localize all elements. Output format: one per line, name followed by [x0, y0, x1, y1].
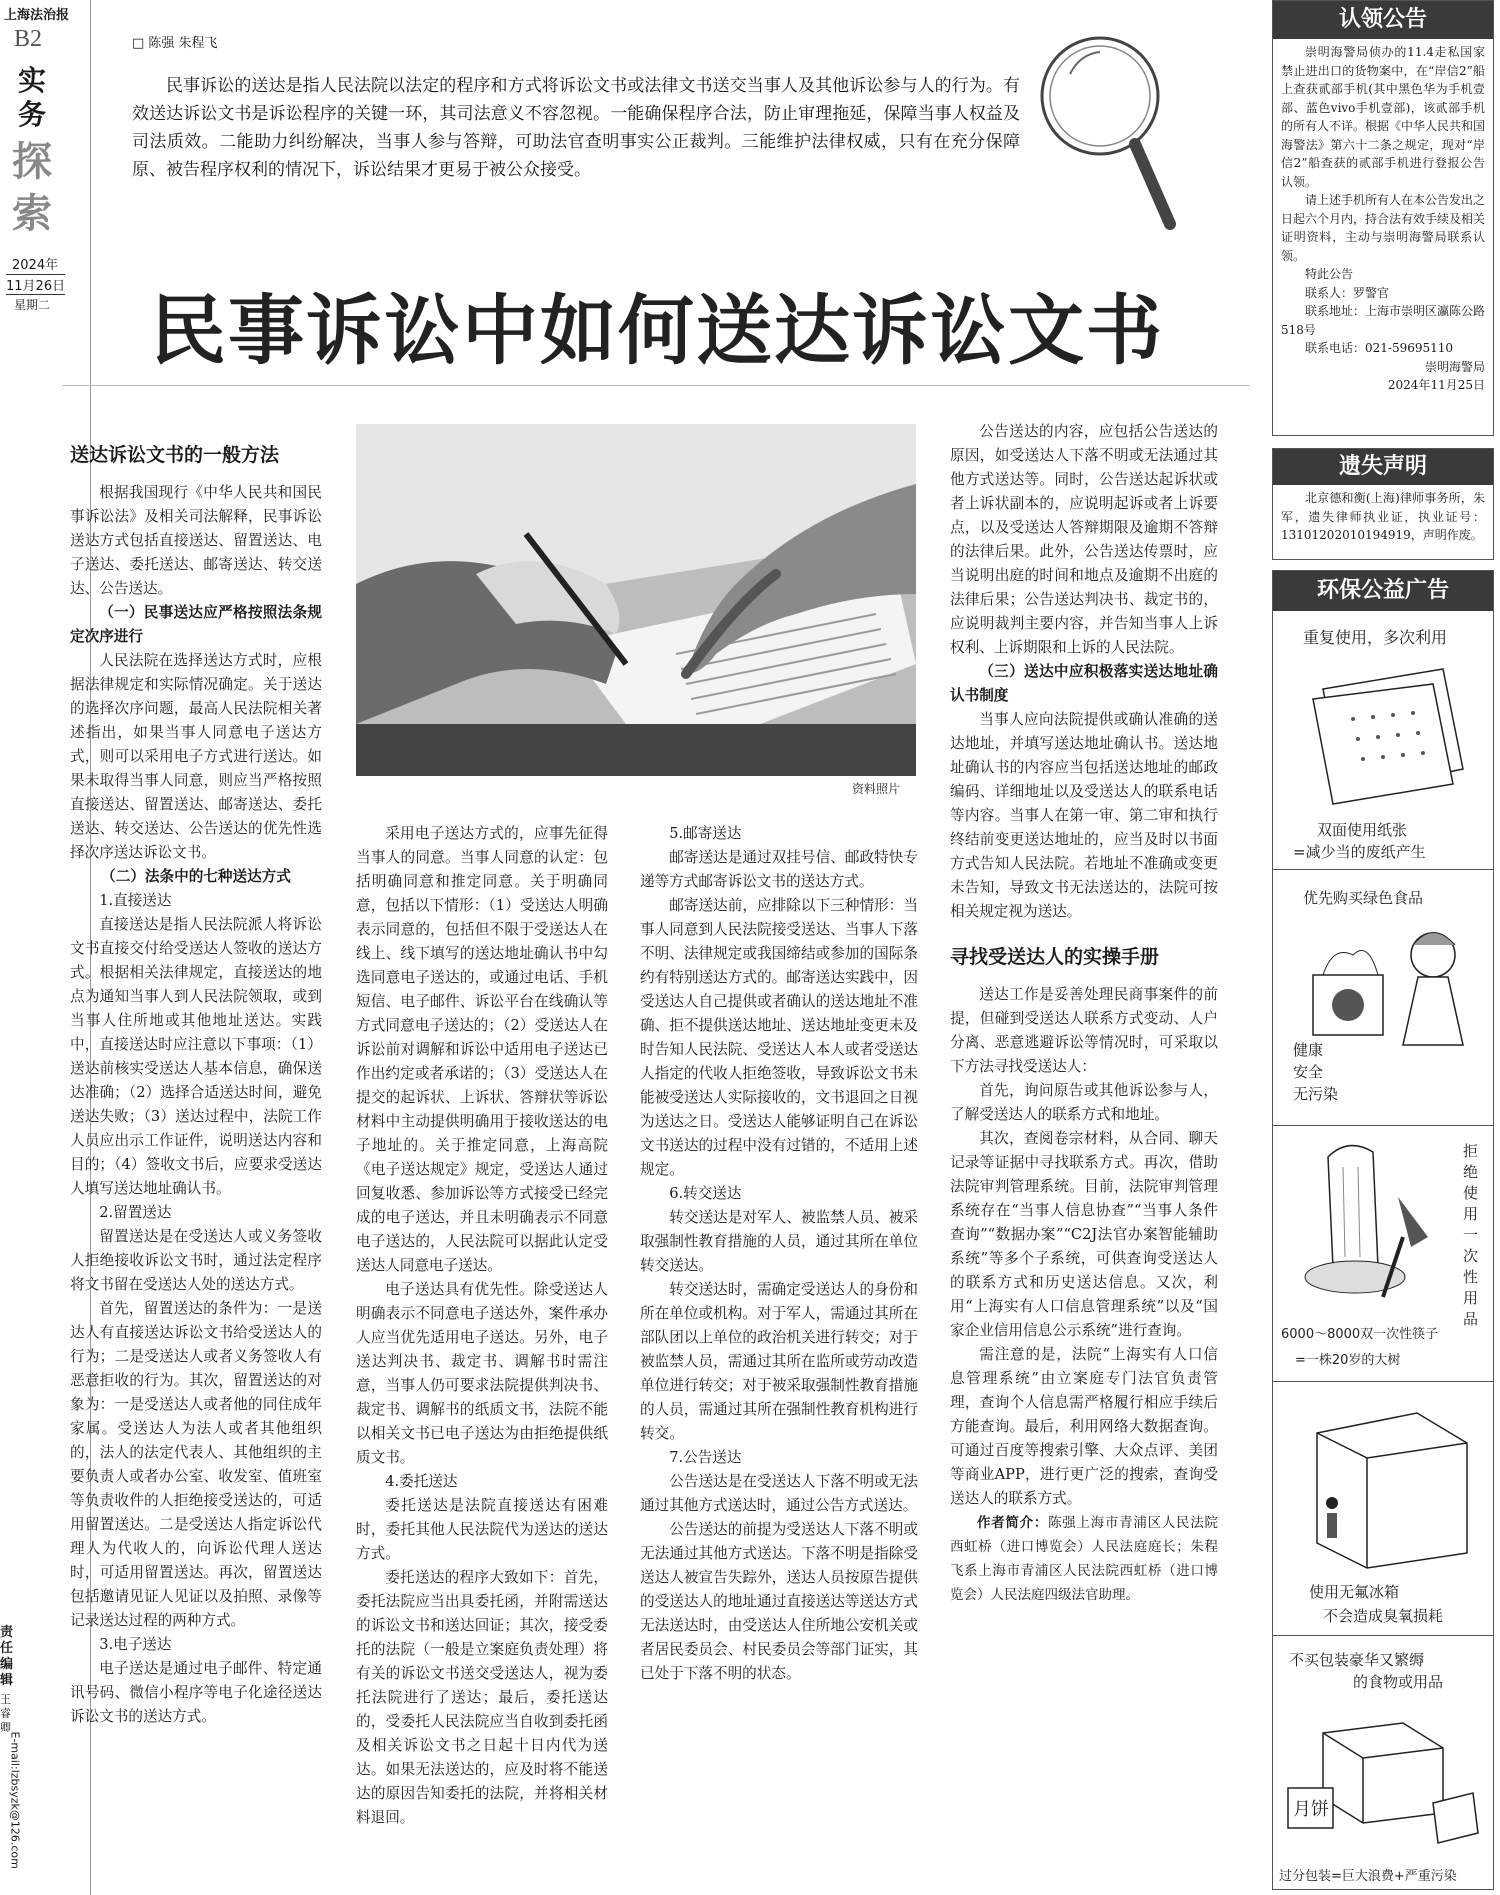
heading-find-recipient: 寻找受送达人的实操手册 — [950, 946, 1160, 968]
article-column-1 — [70, 440, 322, 1880]
gift-boxes-icon — [1283, 1693, 1483, 1853]
claim-para-3: 特此公告 — [1305, 267, 1354, 281]
section-name-b: 探索 — [12, 138, 52, 237]
eco-title: 环保公益广告 — [1273, 571, 1493, 611]
eco-panel-5-top: 不买包装豪华又繁缛 — [1289, 1651, 1425, 1669]
para-find-1: 送达工作是妥善处理民商事案件的前提，但碰到受送达人联系方式变动、人户分离、恶意逃避诉讼等情况时，可采取以下方法寻找受送达人： — [950, 986, 1218, 1075]
issue-weekday: 星期二 — [14, 298, 51, 312]
paper-sheets-icon — [1303, 659, 1473, 809]
para-electronic-2: 采用电子送达方式的，应事先征得当事人的同意。当事人同意的认定：包括明确同意和推定同意。关于明确同意，包括以下情形：（1）受送达人明确表示同意的，包括但不限于受送达人在线上、线下填写的送达地址确认书中勾选同意电子送达的，或通过电话、手机短信、电子邮件、诉讼平台在线确认等方式同意电子送达的；（2）受送达人在诉讼前对调解和诉讼中适用电子送达已作出约定或者承诺的；（3）受送达人在提交的起诉状、上诉状、答辩状等诉讼材料中主动提供明确用于接收送达的电子地址的。关于推定同意，上海高院《电子送达规定》规定，受送达人通过回复收悉、参加诉讼等方式接受已经完成的电子送达，并且未明确表示不同意电子送达的，人民法院可以据此认定受送达人同意电子送达。 — [356, 825, 608, 1274]
claim-para-2: 请上述手机所有人在本公告发出之日起六个月内，持合法有效手续及相关证明资料，主动与崇明海警局联系认领。 — [1281, 193, 1486, 263]
eco-panel-1-bottom-2: =减少当的废纸产生 — [1293, 843, 1426, 861]
title-electronic: 3.电子送达 — [99, 1636, 172, 1653]
paper-name: 上海法治报 — [4, 8, 70, 23]
claim-date: 2024年11月25日 — [1387, 378, 1485, 392]
eco-panel-5-bottom: 过分包装=巨大浪费+严重污染 — [1279, 1869, 1457, 1884]
page-number: B2 — [14, 26, 43, 52]
para-general: 根据我国现行《中华人民共和国民事诉讼法》及相关司法解释，民事诉讼送达方式包括直接送达、留置送达、电子送达、委托送达、邮寄送达、转交送达、公告送达。 — [70, 484, 322, 597]
para-find-3: 其次，查阅卷宗材料，从合同、聊天记录等证据中寻找联系方式。再次，借助法院审判管理系统。目前，法院审判管理系统存在“当事人信息协查”“当事人条件查询”“数据办案”“C2J法官办案智能辅助系统”等多个子系统，可供查询受送达人的联系方式和历史送达信息。又次，利用“上海实有人口信息管理系统”以及“国家企业信用信息公示系统”进行查询。 — [950, 1130, 1218, 1339]
para-find-4: 需注意的是，法院“上海实有人口信息管理系统”由立案庭专门法官负责管理，查询个人信息需严格履行相应手续后方能查询。最后，利用网络大数据查询。可通过百度等搜索引擎、大众点评、美团等商业APP，进行更广泛的搜索，查询受送达人的联系方式。 — [950, 1346, 1218, 1507]
article-column-4 — [950, 420, 1218, 1880]
tree-stump-icon — [1293, 1137, 1443, 1317]
photo-caption: 资料照片 — [852, 782, 901, 796]
para-mail-2: 邮寄送达前，应排除以下三种情形：当事人同意到人民法院接受送达、当事人下落不明、法律规定或我国缔结或参加的国际条约有特别送达方式的。邮寄送达实践中，因受送达人自己提供或者确认的送达地址不准确、拒不提供送达地址、送达地址变更未及时告知人民法院、受送达人本人或者受送达人指定的代收人拒绝签收，导致诉讼文书未能被受送达人实际接收的，文书退回之日视为送达之日。受送达人能够证明自己在诉讼文书送达的过程中没有过错的，不适用上述规定。 — [640, 897, 918, 1178]
headline: 民事诉讼中如何送达诉讼文书 — [150, 286, 1164, 375]
article-column-3 — [640, 822, 918, 1882]
article-photo — [356, 424, 916, 776]
claim-notice — [1272, 0, 1494, 436]
eco-panel-2-l3: 无污染 — [1293, 1085, 1339, 1103]
magnifier-icon — [1030, 24, 1180, 234]
lost-title: 遗失声明 — [1273, 449, 1493, 485]
eco-panel-4-l2: 不会造成臭氧损耗 — [1323, 1607, 1444, 1625]
lead-paragraph: 民事诉讼的送达是指人民法院以法定的程序和方式将诉讼文书或法律文书送交当事人及其他诉讼参与人的行为。有效送达诉讼文书是诉讼程序的关键一环，其司法意义不容忽视。一能确保程序合法，防止审理拖延，保障当事人权益及司法质效。二能助力纠纷解决，当事人参与答辩，可助法官查明事实公正裁判。三能维护法律权威，只有在充分保障原、被告程序权利的情况下，诉讼结果才更易于被公众接受。 — [132, 76, 1020, 180]
para-lien-1: 留置送达是在受送达人或义务签收人拒绝接收诉讼文书时，通过法定程序将文书留在受送达人处的送达方式。 — [70, 1228, 322, 1293]
claim-phone: 联系电话：021-59695110 — [1305, 341, 1454, 355]
eco-panel-3-b1: 6000～8000双一次性筷子 — [1281, 1327, 1439, 1342]
eco-panel-paper — [1273, 613, 1493, 870]
para-transfer-2: 转交送达时，需确定受送达人的身份和所在单位或机构。对于军人，需通过其所在部队团以上单位的政治机关进行转交；对于被监禁人员，需通过其所在监所或劳动改造单位进行转交；对于被采取强制性教育措施的人员，需通过其所在强制性教育机构进行转交。 — [640, 1281, 918, 1442]
para-notice-2: 公告送达的前提为受送达人下落不明或无法通过其他方式送达。下落不明是指除受送达人被宣告失踪外，送达人员按原告提供的受送达人的地址通过直接送达等送达方式无法送达时，由受送达人住所地公安机关或者居民委员会、村民委员会等部门证实，其已处于下落不明的状态。 — [640, 1521, 918, 1682]
para-notice-1: 公告送达是在受送达人下落不明或无法通过其他方式送达时，通过公告方式送达。 — [640, 1473, 918, 1514]
author-label: 作者简介： — [977, 1515, 1049, 1531]
title-mail: 5.邮寄送达 — [669, 825, 742, 842]
headline-rule — [62, 385, 1250, 386]
author-bio — [950, 1511, 1218, 1607]
eco-panel-2-l2: 安全 — [1293, 1063, 1324, 1081]
eco-panel-3-side: 拒绝使用一次性用品 — [1463, 1142, 1479, 1328]
eco-panel-food — [1273, 871, 1493, 1126]
title-direct: 1.直接送达 — [99, 892, 172, 909]
heading-general-methods: 送达诉讼文书的一般方法 — [70, 444, 280, 466]
title-entrust: 4.委托送达 — [385, 1473, 458, 1490]
eco-panel-5-top-2: 的食物或用品 — [1353, 1673, 1444, 1691]
para-electronic-3: 电子送达具有优先性。除受送达人明确表示不同意电子送达外，案件承办人应当优先适用电子送达。另外，电子送达判决书、裁定书、调解书时需注意，当事人仍可要求法院提供判决书、裁定书、调解书的纸质文书，法院不能以相关文书已电子送达为由拒绝提供纸质文书。 — [356, 1281, 608, 1466]
eco-panel-1-top: 重复使用，多次利用 — [1303, 628, 1448, 647]
para-notice-3: 公告送达的内容，应包括公告送达的原因，如受送达人下落不明或无法通过其他方式送达等。同时，公告送达起诉状或者上诉状副本的，应说明起诉或者上诉要点，以及受送达人答辩期限及逾期不答辩的法律后果。此外，公告送达传票时，应当说明出庭的时间和地点及逾期不出庭的法律后果；公告送达判决书、裁定书的，应说明裁判主要内容，并告知当事人上诉权利、上诉期限和上诉的人民法院。 — [950, 423, 1218, 656]
eco-ad — [1272, 570, 1494, 1890]
author-text: 陈强上海市青浦区人民法院西虹桥（进口博览会）人民法庭庭长；朱程飞系上海市青浦区人民法院西虹桥（进口博览会）人民法庭四级法官助理。 — [950, 1515, 1218, 1603]
claim-address: 联系地址：上海市崇明区瀛陈公路518号 — [1281, 304, 1486, 337]
para-lien-2: 首先，留置送达的条件为：一是送达人有直接送达诉讼文书给受送达人的行为；二是受送达人或者义务签收人有恶意拒收的行为。其次，留置送达的对象为：一是受送达人或者他的同住成年家属。受送达人为法人或者其他组织的，法人的法定代表人、其他组织的主要负责人或者办公室、收发室、值班室等负责收件的人拒绝接受送达的，可适用留置送达。二是受送达人指定诉讼代理人为代收人的，向诉讼代理人送达时，可适用留置送达。再次，留置送达包括邀请见证人见证以及拍照、录像等记录送达过程的两种方式。 — [70, 1300, 322, 1629]
para-entrust-2: 委托送达的程序大致如下：首先，委托法院应当出具委托函，并附需送达的诉讼文书和送达回证；其次，接受委托的法院（一般是立案庭负责处理）将有关的诉讼文书送交受送达人，视为委托法院进行了送达；最后，委托送达的，受委托人民法院应当自收到委托函及相关诉讼文书之日起十日内代为送达。如果无法送达的，应及时将不能送达的原因告知委托的法院，并将相关材料退回。 — [356, 1569, 608, 1826]
eco-panel-5-label: 月饼 — [1293, 1799, 1329, 1820]
eco-panel-2-top: 优先购买绿色食品 — [1303, 889, 1424, 907]
para-transfer-1: 转交送达是对军人、被监禁人员、被采取强制性教育措施的人员，通过其所在单位转交送达。 — [640, 1209, 918, 1274]
byline: □ 陈强 朱程飞 — [132, 36, 218, 51]
claim-contact: 联系人：罗警官 — [1305, 285, 1390, 300]
title-notice: 7.公告送达 — [669, 1449, 742, 1466]
title-lien: 2.留置送达 — [99, 1204, 172, 1221]
para-order: 人民法院在选择送达方式时，应根据法律规定和实际情况确定。关于送达的选择次序问题，最高人民法院相关著述指出，如果当事人同意电子送达方式，则可以采用电子方式进行送达。如果未取得当事人同意，则应当严格按照直接送达、留置送达、邮寄送达、委托送达、转交送达、公告送达的优先性选择次序送达诉讼文书。 — [70, 652, 322, 861]
eco-panel-2-l1: 健康 — [1293, 1041, 1324, 1059]
eco-panel-4-l1: 使用无氟冰箱 — [1309, 1583, 1400, 1601]
editor-label: 责任编辑 — [0, 1625, 14, 1688]
title-transfer: 6.转交送达 — [669, 1185, 742, 1202]
lost-text: 北京德和衡(上海)律师事务所，朱军，遗失律师执业证，执业证号：13101202010194919，声明作废。 — [1281, 491, 1485, 542]
subheading-order: （一）民事送达应严格按照法条规定次序进行 — [70, 604, 322, 645]
issue-year: 2024年 — [12, 258, 59, 273]
contract-signing-image — [356, 424, 916, 776]
article-column-2 — [356, 822, 608, 1882]
fridge-icon — [1287, 1403, 1477, 1573]
eco-panel-chopsticks — [1273, 1127, 1493, 1382]
section-name-a: 实务 — [18, 64, 47, 131]
eco-panel-fridge — [1273, 1383, 1493, 1636]
lost-statement — [1272, 448, 1494, 560]
editor-name: 王睿卿 — [0, 1693, 11, 1734]
claim-org: 崇明海警局 — [1424, 359, 1485, 374]
eco-panel-1-bottom: 双面使用纸张 — [1317, 821, 1408, 839]
claim-para-1: 崇明海警局侦办的11.4走私国家禁止进出口的货物案中，在“岸信2”船上查获贰部手机(其中黑色华为手机壹部、蓝色vivo手机壹部)，该贰部手机的所有人不详。根据《中华人民共和国海警法》第六十二条之规定，现对“岸信2”船查获的贰部手机进行登报公告认领。 — [1281, 45, 1486, 189]
claim-title: 认领公告 — [1273, 1, 1493, 39]
issue-date: 11月26日 — [6, 274, 65, 295]
subheading-address-confirm: （三）送达中应积极落实送达地址确认书制度 — [950, 663, 1218, 704]
para-find-2: 首先，询问原告或其他诉讼参与人，了解受送达人的联系方式和地址。 — [950, 1082, 1218, 1123]
para-direct: 直接送达是指人民法院派人将诉讼文书直接交付给受送达人签收的送达方式。根据相关法律规定，直接送达的地点为通知当事人到人民法院领取，或到当事人住所地或其他地址送达。实践中，直接送达时应注意以下事项：（1）送达前核实受送达人基本信息，确保送达准确；（2）选择合适送达时间，避免送达失败；（3）送达过程中，法院工作人员应出示工作证件，说明送达内容和目的；（4）签收文书后，应要求受送达人填写送达地址确认书。 — [70, 916, 322, 1197]
eco-panel-3-b2: =一株20岁的大树 — [1295, 1353, 1401, 1368]
para-mail-1: 邮寄送达是通过双挂号信、邮政特快专递等方式邮寄诉讼文书的送达方式。 — [640, 849, 918, 890]
para-electronic-1: 电子送达是通过电子邮件、特定通讯号码、微信小程序等电子化途径送达诉讼文书的送达方式。 — [70, 1660, 322, 1725]
subheading-seven-methods: （二）法条中的七种送达方式 — [101, 868, 291, 885]
para-entrust-1: 委托送达是法院直接送达有困难时，委托其他人民法院代为送达的送达方式。 — [356, 1497, 608, 1562]
para-address-confirm: 当事人应向法院提供或确认准确的送达地址，并填写送达地址确认书。送达地址确认书的内容应当包括送达地址的邮政编码、详细地址以及受送达人的联系电话等内容。当事人在第一审、第二审和执行终结前变更送达地址的，应当及时以书面方式告知人民法院。若地址不准确或变更未告知，导致文书无法送达的，法院可按相关规定视为送达。 — [950, 711, 1218, 920]
eco-panel-packaging — [1273, 1637, 1493, 1889]
editor-email: E-mail:lzbsyzk@126.com — [8, 1731, 22, 1869]
